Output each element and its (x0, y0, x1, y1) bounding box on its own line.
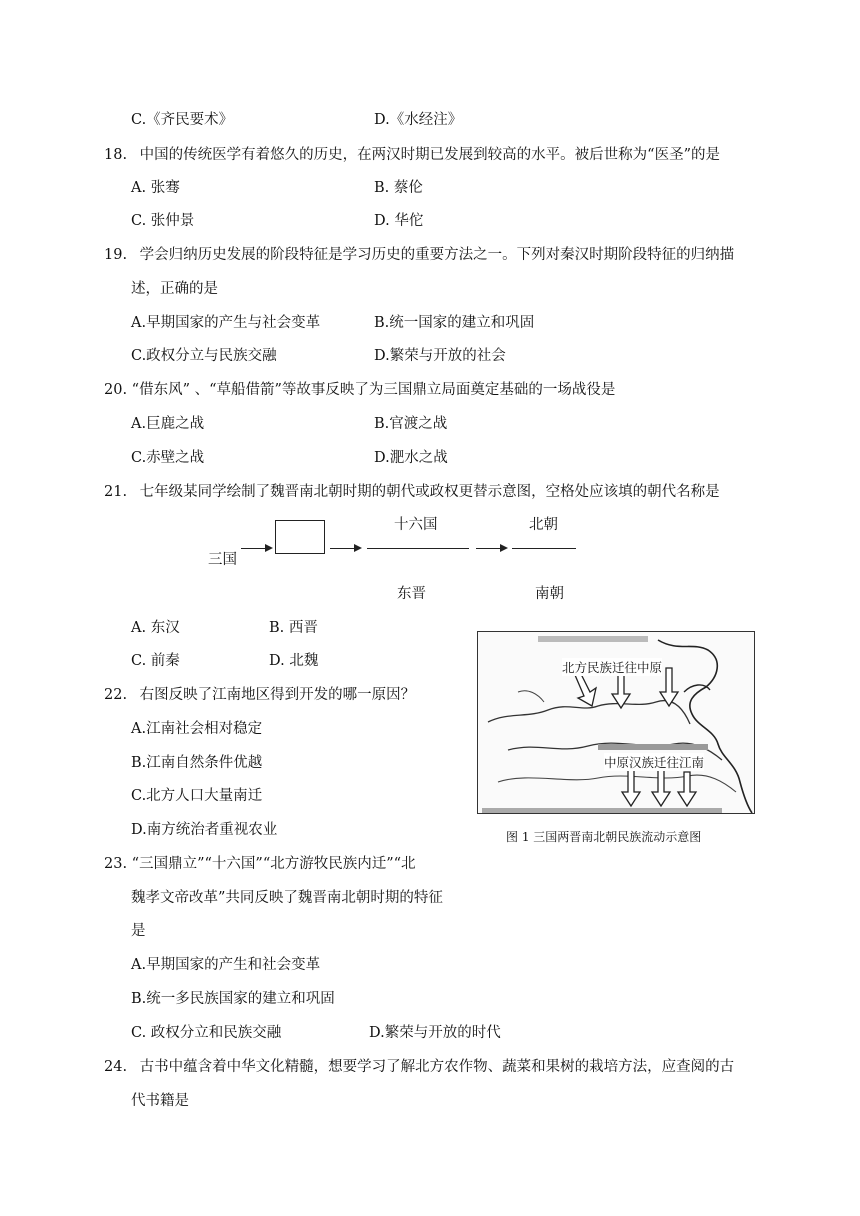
question-number: 24. (104, 1059, 128, 1075)
question-20 (104, 380, 615, 400)
diagram-blank-box (275, 520, 325, 554)
q18-option-c: C. 张仲景 (131, 213, 195, 229)
q23-option-d: D.繁荣与开放的时代 (369, 1025, 501, 1041)
migration-map-figure (477, 631, 755, 814)
figure-caption: 图 1 三国两晋南北朝民族流动示意图 (506, 830, 702, 844)
question-22 (104, 685, 415, 705)
q19-option-b: B.统一国家的建立和巩固 (374, 315, 535, 331)
q19-option-a: A.早期国家的产生与社会变革 (131, 315, 321, 331)
q21-option-c: C. 前秦 (131, 653, 180, 669)
question-text: 右图反映了江南地区得到开发的哪一原因？ (139, 687, 416, 703)
question-number: 21. (104, 484, 128, 500)
question-number: 22. (104, 687, 128, 703)
question-24 (104, 1057, 734, 1077)
diagram-start-label: 三国 (208, 552, 237, 568)
question-number: 23. (104, 856, 128, 872)
question-23-continued: 魏孝文帝改革”共同反映了魏晋南北朝时期的特征 (131, 890, 443, 906)
question-21 (104, 482, 720, 502)
question-19-continued: 述，正确的是 (131, 281, 218, 297)
q21-option-d: D. 北魏 (269, 653, 319, 669)
question-23-continued-2: 是 (131, 923, 146, 939)
q18-option-a: A. 张骞 (131, 180, 180, 196)
question-24-continued: 代书籍是 (131, 1093, 189, 1109)
q22-option-c: C.北方人口大量南迁 (131, 788, 263, 804)
q23-option-b: B.统一多民族国家的建立和巩固 (131, 991, 335, 1007)
question-23 (104, 854, 416, 874)
question-text: “借东风” 、“草船借箭”等故事反映了为三国鼎立局面奠定基础的一场战役是 (131, 382, 616, 398)
question-text: 古书中蕴含着中华文化精髓，想要学习了解北方农作物、蔬菜和果树的栽培方法，应查阅的古 (139, 1059, 735, 1075)
question-18 (104, 145, 720, 165)
question-text: 学会归纳历史发展的阶段特征是学习历史的重要方法之一。下列对秦汉时期阶段特征的归纳描 (139, 247, 735, 263)
diagram-split-line-1 (367, 548, 469, 549)
q17-option-c: C.《齐民要术》 (131, 112, 234, 128)
q20-option-c: C.赤壁之战 (131, 450, 205, 466)
q20-option-b: B.官渡之战 (374, 416, 448, 432)
map-label-north-migration: 北方民族迁往中原 (562, 660, 663, 675)
diagram-split-line-2 (512, 548, 576, 549)
diagram-arrow-1 (241, 548, 271, 549)
q17-option-d: D.《水经注》 (374, 112, 463, 128)
q19-option-d: D.繁荣与开放的社会 (374, 348, 506, 364)
question-text: 七年级某同学绘制了魏晋南北朝时期的朝代或政权更替示意图，空格处应该填的朝代名称是 (139, 484, 720, 500)
q20-option-d: D.淝水之战 (374, 450, 448, 466)
question-number: 20. (104, 382, 128, 398)
q22-option-a: A.江南社会相对稳定 (131, 721, 263, 737)
q21-option-a: A. 东汉 (131, 620, 180, 636)
diagram-upper-label-1: 十六国 (394, 517, 438, 533)
question-number: 18. (104, 147, 128, 163)
q22-option-b: B.江南自然条件优越 (131, 755, 263, 771)
q21-option-b: B. 西晋 (269, 620, 318, 636)
q18-option-d: D. 华佗 (374, 213, 424, 229)
question-text: 中国的传统医学有着悠久的历史，在两汉时期已发展到较高的水平。被后世称为“医圣”的是 (139, 147, 720, 163)
q22-option-d: D.南方统治者重视农业 (131, 822, 278, 838)
diagram-lower-label-2: 南朝 (535, 586, 564, 602)
q19-option-c: C.政权分立与民族交融 (131, 348, 277, 364)
q18-option-b: B. 蔡伦 (374, 180, 423, 196)
q23-option-c: C. 政权分立和民族交融 (131, 1025, 282, 1041)
diagram-arrow-2 (330, 548, 360, 549)
map-label-south-migration: 中原汉族迁往江南 (604, 755, 705, 770)
diagram-arrow-3 (476, 548, 506, 549)
question-text: “三国鼎立”“十六国”“北方游牧民族内迁”“北 (131, 856, 416, 872)
question-19 (104, 245, 734, 265)
diagram-upper-label-2: 北朝 (529, 517, 558, 533)
q20-option-a: A.巨鹿之战 (131, 416, 205, 432)
question-number: 19. (104, 247, 128, 263)
q23-option-a: A.早期国家的产生和社会变革 (131, 957, 321, 973)
diagram-lower-label-1: 东晋 (397, 586, 426, 602)
